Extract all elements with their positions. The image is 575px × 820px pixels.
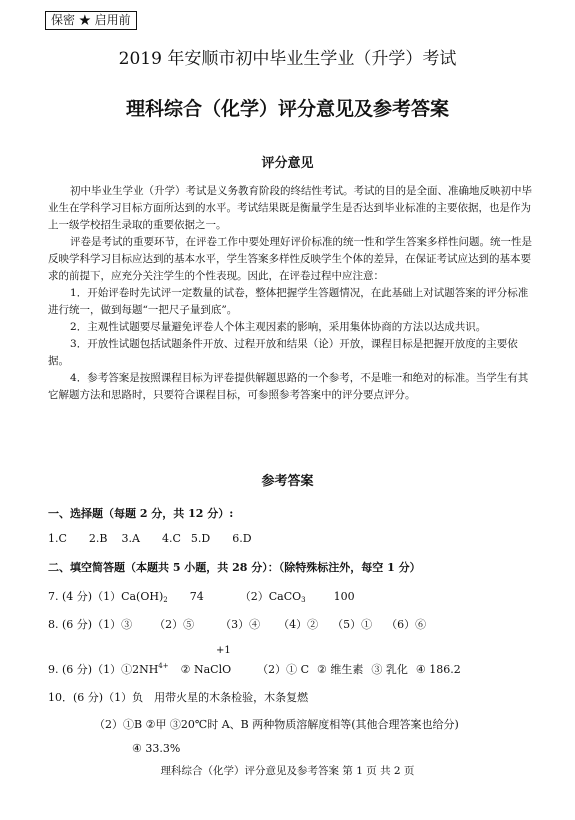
answer-part: （1）①2NH <box>92 663 159 676</box>
answer-q10-line2: （2）①B ②甲 ③20℃时 A、B 两种物质溶解度相等(其他合理答案也给分) <box>94 718 459 731</box>
answer-part: （5）① <box>332 618 373 631</box>
intro-paragraph: 1．开始评卷时先试评一定数量的试卷，整体把握学生答题情况，在此基础上对试题答案的评分标准进行统一，做到每题“一把尺子量到底”。 <box>48 287 529 316</box>
fill-section-heading: 二、填空简答题（本题共 5 小题，共 28 分）：（除特殊标注外，每空 1 分） <box>48 561 421 574</box>
answer-part: （4）② <box>278 618 319 631</box>
intro-paragraph: 2．主观性试题要尽量避免评卷人个体主观因素的影响，采用集体协商的方法以达成共识。 <box>70 321 487 333</box>
exam-title: 2019 年安顺市初中毕业生学业（升学）考试 <box>118 49 457 69</box>
grading-guidelines-heading: 评分意见 <box>261 156 314 171</box>
answer-q10-line3: ④ 33.3% <box>132 742 181 755</box>
confidential-stamp: 保密 ★ 启用前 <box>45 11 137 30</box>
choice-answers <box>48 532 252 545</box>
document-title: 理科综合（化学）评分意见及参考答案 <box>125 98 449 120</box>
answer-part: （1）负 用带火星的木条检验，木条复燃 <box>103 691 309 704</box>
subscript: 2 <box>163 596 168 604</box>
valence-mark: +1 <box>216 645 231 656</box>
answer-q9 <box>48 661 461 677</box>
answer-part: （2）CaCO <box>239 590 302 603</box>
answer-part: ② 维生素 <box>317 663 364 676</box>
intro-paragraph: 4．参考答案是按照课程目标为评卷提供解题思路的一个参考，不是唯一和绝对的标准。当学生有其它解题方法和思路时，只要符合课程目标，可参照参考答案中的评分要点评分。 <box>48 372 529 401</box>
question-number: 10．(6 分) <box>48 691 104 704</box>
intro-paragraph: 评卷是考试的重要环节，在评卷工作中要处理好评价标准的统一性和学生答案多样性问题。统一性是反映学科学习目标应达到的基本水平，学生答案多样性反映学生个体的差异，在保证考试应达到的基本要求的前提下，应充分关注学生的个性表现。因此，在评卷过程中应注意： <box>48 236 533 282</box>
question-number: 7. (4 分) <box>48 590 93 603</box>
choice-answer: 4.C <box>161 532 181 545</box>
question-number: 9. (6 分) <box>48 663 93 676</box>
intro-paragraph: 3．开放性试题包括试题条件开放、过程开放和结果（论）开放，课程目标是把握开放度的主要依据。 <box>48 338 518 367</box>
answer-part: 74 <box>189 590 204 603</box>
choice-answer: 5.D <box>190 532 211 545</box>
answer-part: ② NaClO <box>180 663 232 676</box>
answer-q7 <box>48 588 355 604</box>
answer-part: （2）① C <box>257 663 310 676</box>
answer-part: （6）⑥ <box>386 618 427 631</box>
answer-part: （1）Ca(OH) <box>92 590 164 603</box>
reference-answers-heading: 参考答案 <box>261 474 314 489</box>
answer-part: 100 <box>333 590 355 603</box>
answer-part: （1）③ <box>92 618 133 631</box>
choice-answer: 3.A <box>121 532 140 545</box>
choice-answer: 1.C <box>48 532 67 545</box>
subscript: 3 <box>301 596 306 604</box>
choice-section-heading: 一、选择题（每题 2 分，共 12 分）: <box>48 507 234 520</box>
answer-q8 <box>48 616 426 632</box>
answer-part: （2）⑤ <box>154 618 195 631</box>
grading-guidelines-body <box>48 183 538 404</box>
intro-paragraph: 初中毕业生学业（升学）考试是义务教育阶段的终结性考试。考试的目的是全面、准确地反映初中毕业生在学科学习目标方面所达到的水平。考试结果既是衡量学生是否达到毕业标准的主要依据，也是作为上一级学校招生录取的重要依据之一。 <box>48 185 533 231</box>
superscript: 4+ <box>158 662 169 670</box>
choice-answer: 2.B <box>88 532 108 545</box>
question-number: 8. (6 分) <box>48 618 93 631</box>
page-footer: 理科综合（化学）评分意见及参考答案 第 1 页 共 2 页 <box>160 765 415 777</box>
choice-answer: 6.D <box>232 532 252 545</box>
answer-part: （3）④ <box>220 618 261 631</box>
answer-q10 <box>48 689 308 705</box>
answer-part: ④ 186.2 <box>415 663 461 676</box>
answer-part: ③ 乳化 <box>371 663 408 676</box>
